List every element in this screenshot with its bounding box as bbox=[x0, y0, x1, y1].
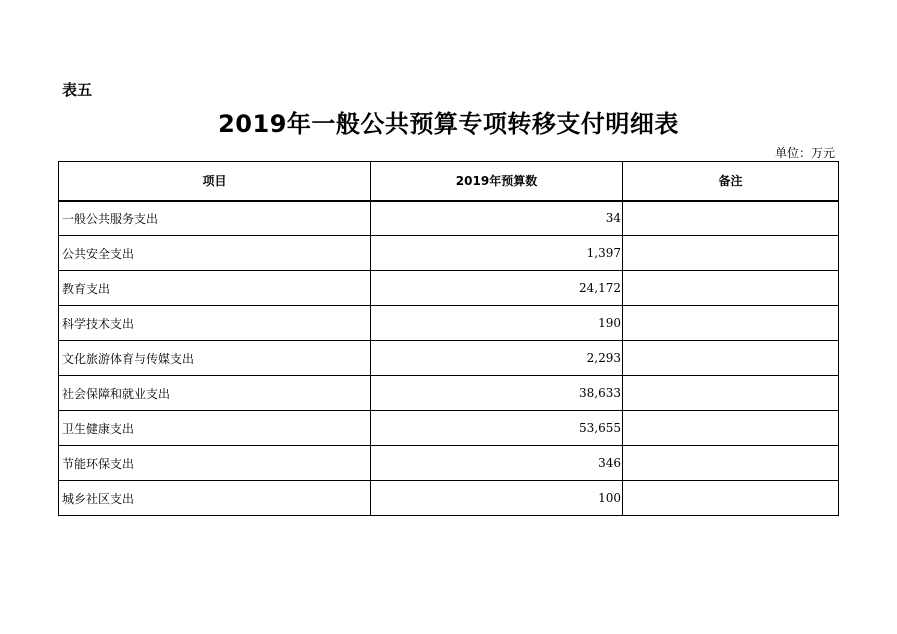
row-item: 城乡社区支出 bbox=[59, 481, 371, 516]
table-row bbox=[59, 236, 839, 271]
table-row bbox=[59, 411, 839, 446]
row-note bbox=[623, 236, 839, 271]
row-note bbox=[623, 306, 839, 341]
table-row bbox=[59, 376, 839, 411]
row-note bbox=[623, 481, 839, 516]
header-note: 备注 bbox=[623, 162, 839, 201]
table-body bbox=[59, 201, 839, 516]
row-note bbox=[623, 341, 839, 376]
row-note bbox=[623, 201, 839, 236]
unit-label: 单位：万元 bbox=[774, 146, 835, 160]
table-row bbox=[59, 271, 839, 306]
row-note bbox=[623, 446, 839, 481]
row-note bbox=[623, 411, 839, 446]
table-row bbox=[59, 446, 839, 481]
row-value: 100 bbox=[371, 481, 623, 516]
table-row bbox=[59, 341, 839, 376]
row-value: 1,397 bbox=[371, 236, 623, 271]
budget-table bbox=[58, 161, 839, 516]
row-item: 教育支出 bbox=[59, 271, 371, 306]
row-value: 34 bbox=[371, 201, 623, 236]
row-value: 190 bbox=[371, 306, 623, 341]
page-title: 2019年一般公共预算专项转移支付明细表 bbox=[218, 110, 679, 138]
row-item: 一般公共服务支出 bbox=[59, 201, 371, 236]
header-budget: 2019年预算数 bbox=[371, 162, 623, 201]
table-row bbox=[59, 481, 839, 516]
row-item: 科学技术支出 bbox=[59, 306, 371, 341]
row-value: 38,633 bbox=[371, 376, 623, 411]
row-value: 346 bbox=[371, 446, 623, 481]
row-item: 节能环保支出 bbox=[59, 446, 371, 481]
table-label: 表五 bbox=[62, 81, 93, 99]
row-note bbox=[623, 271, 839, 306]
row-item: 卫生健康支出 bbox=[59, 411, 371, 446]
row-value: 2,293 bbox=[371, 341, 623, 376]
row-value: 53,655 bbox=[371, 411, 623, 446]
header-item: 项目 bbox=[59, 162, 371, 201]
row-note bbox=[623, 376, 839, 411]
table-row bbox=[59, 306, 839, 341]
row-value: 24,172 bbox=[371, 271, 623, 306]
row-item: 公共安全支出 bbox=[59, 236, 371, 271]
row-item: 社会保障和就业支出 bbox=[59, 376, 371, 411]
table-row bbox=[59, 201, 839, 236]
table-header bbox=[59, 162, 839, 201]
row-item: 文化旅游体育与传媒支出 bbox=[59, 341, 371, 376]
